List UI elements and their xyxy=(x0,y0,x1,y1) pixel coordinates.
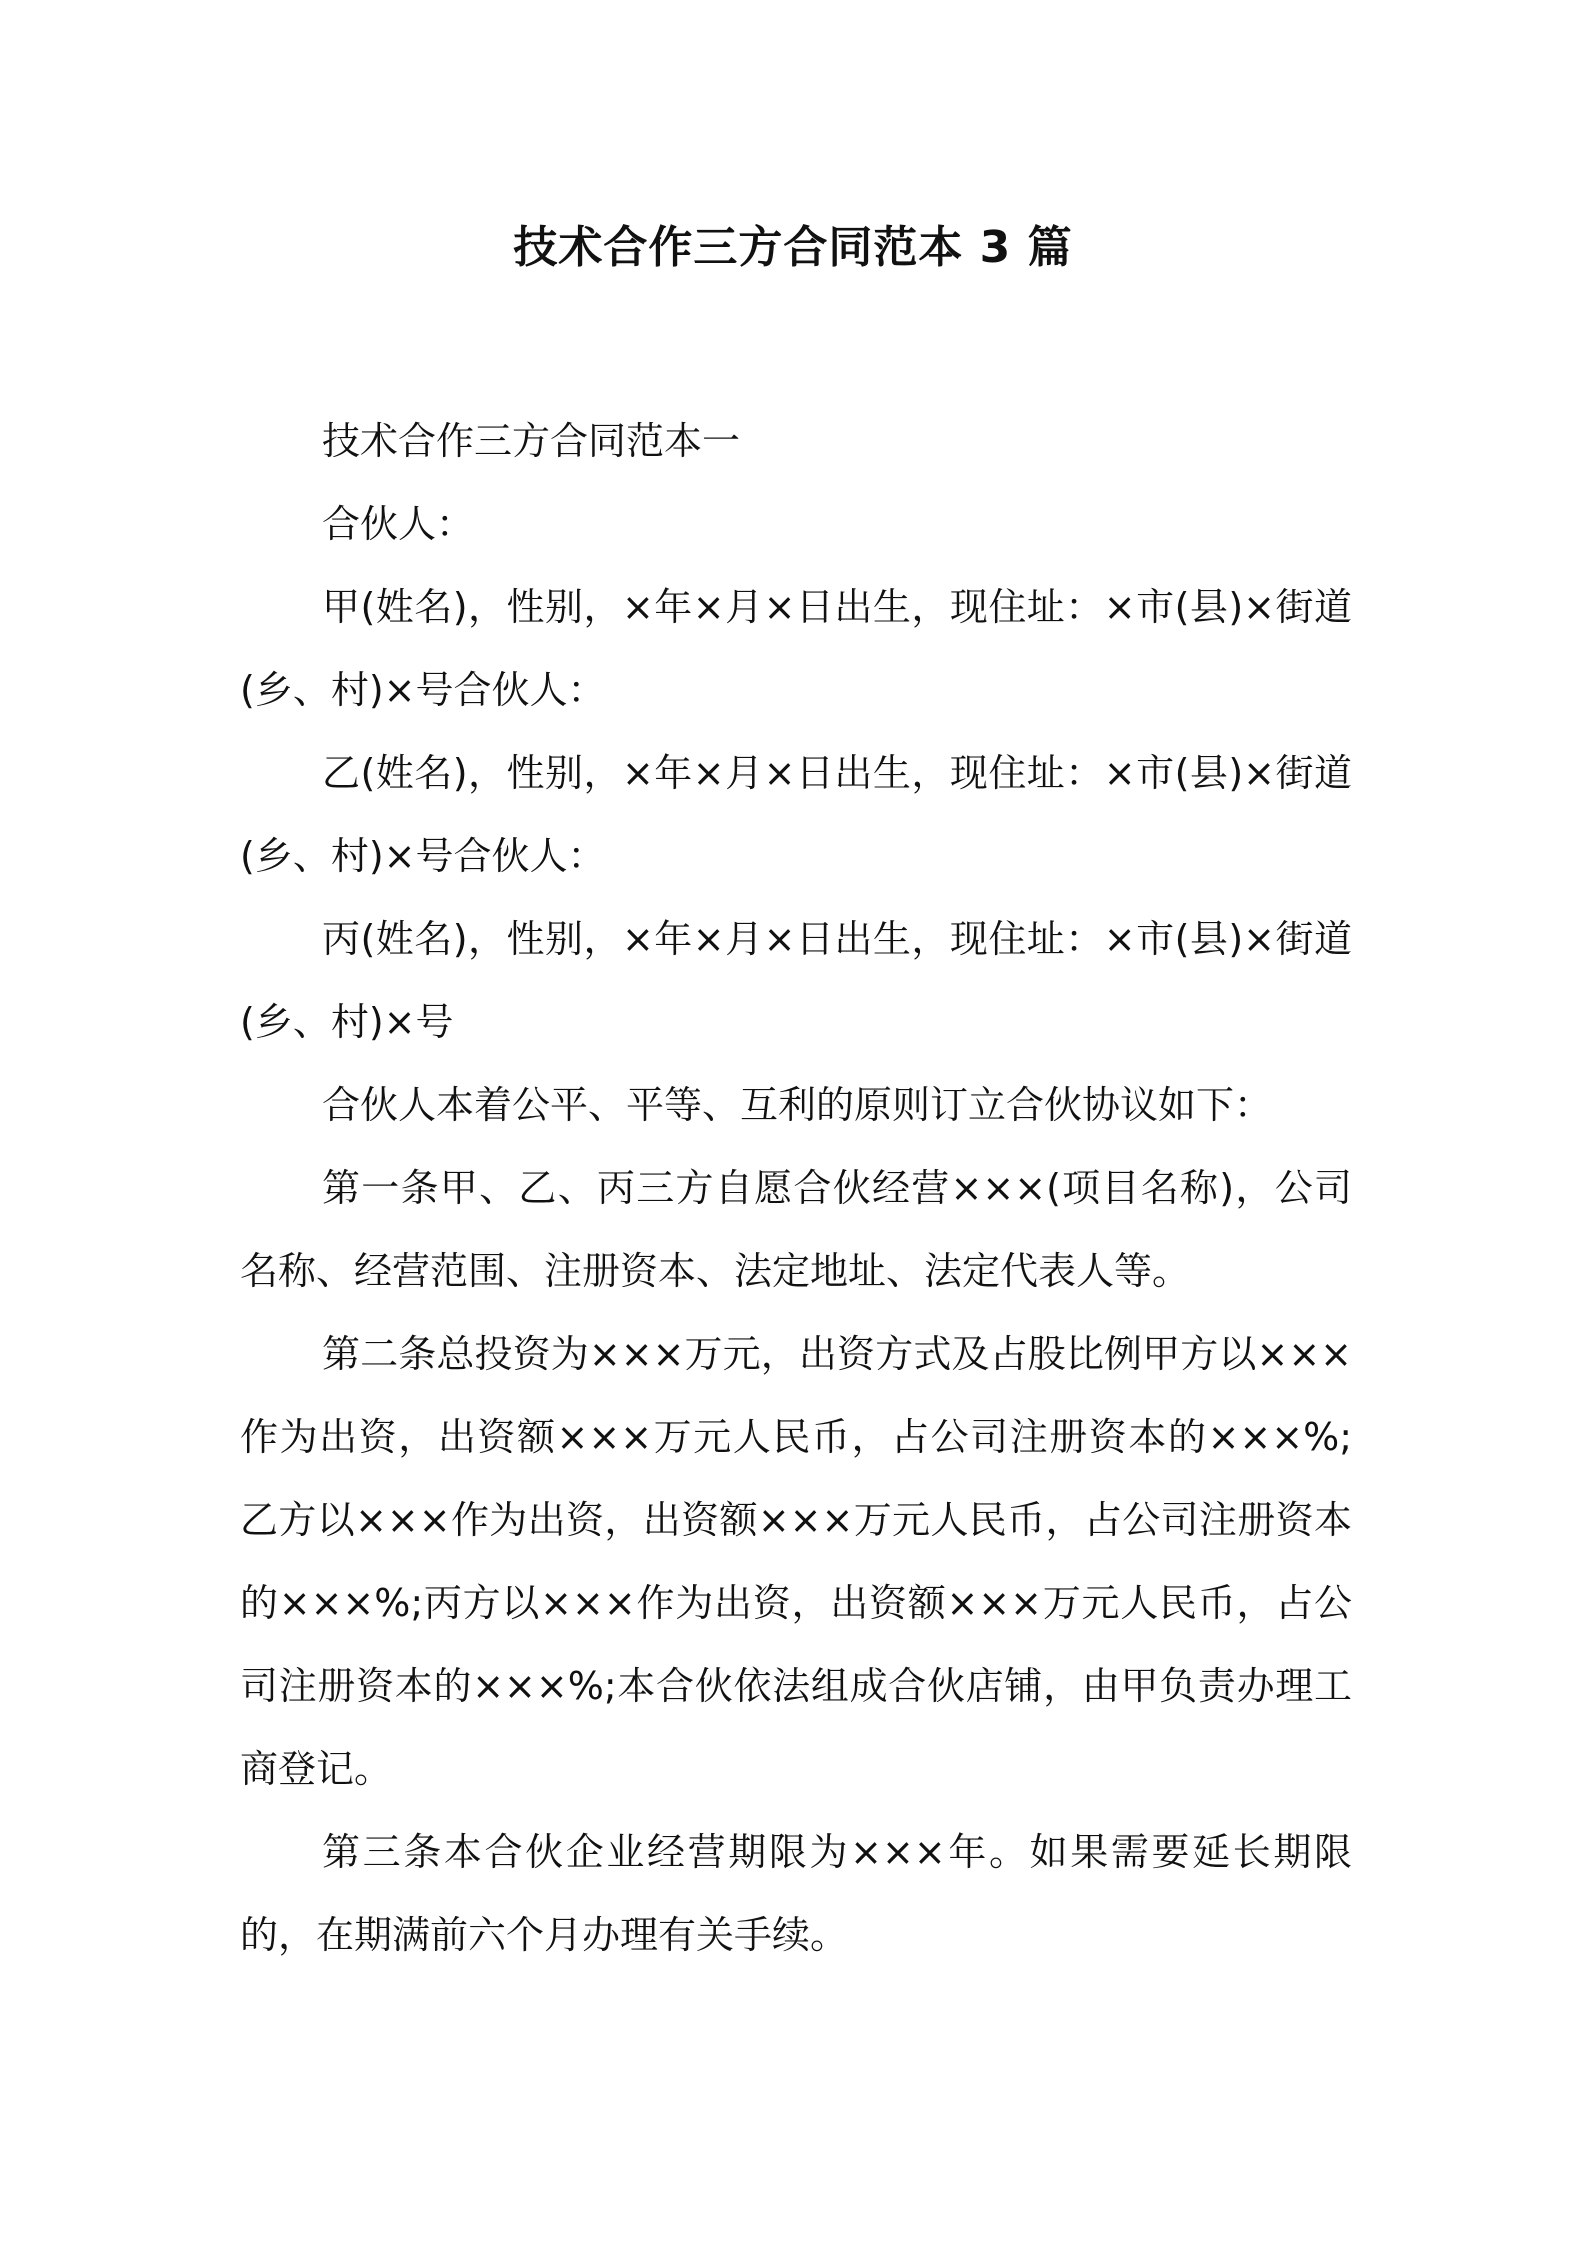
partners-label: 合伙人： xyxy=(322,502,475,546)
partner-a-info: 甲(姓名)，性别，×年×月×日出生，现住址：×市(县)×街道(乡、村)×号合伙人： xyxy=(240,585,1352,712)
article-2: 第二条总投资为×××万元，出资方式及占股比例甲方以×××作为出资，出资额×××万元人民币，占公司注册资本的×××%;乙方以×××作为出资，出资额×××万元人民币，占公司注册资本的×××%;丙方以×××作为出资，出资额×××万元人民币，占公司注册资本的×××%;本合伙依法组成合伙店铺，由甲负责办理工商登记。 xyxy=(240,1332,1352,1791)
document-title: 技术合作三方合同范本 3 篇 xyxy=(513,222,1073,273)
document-body xyxy=(240,400,1352,1977)
partner-c-info: 丙(姓名)，性别，×年×月×日出生，现住址：×市(县)×街道(乡、村)×号 xyxy=(240,917,1352,1044)
partner-b-info: 乙(姓名)，性别，×年×月×日出生，现住址：×市(县)×街道(乡、村)×号合伙人： xyxy=(240,751,1352,878)
section-heading: 技术合作三方合同范本一 xyxy=(322,419,741,463)
article-3: 第三条本合伙企业经营期限为×××年。如果需要延长期限的，在期满前六个月办理有关手续。 xyxy=(240,1830,1352,1957)
agreement-preamble: 合伙人本着公平、平等、互利的原则订立合伙协议如下： xyxy=(322,1083,1273,1127)
article-1: 第一条甲、乙、丙三方自愿合伙经营×××(项目名称)，公司名称、经营范围、注册资本、法定地址、法定代表人等。 xyxy=(240,1166,1352,1293)
